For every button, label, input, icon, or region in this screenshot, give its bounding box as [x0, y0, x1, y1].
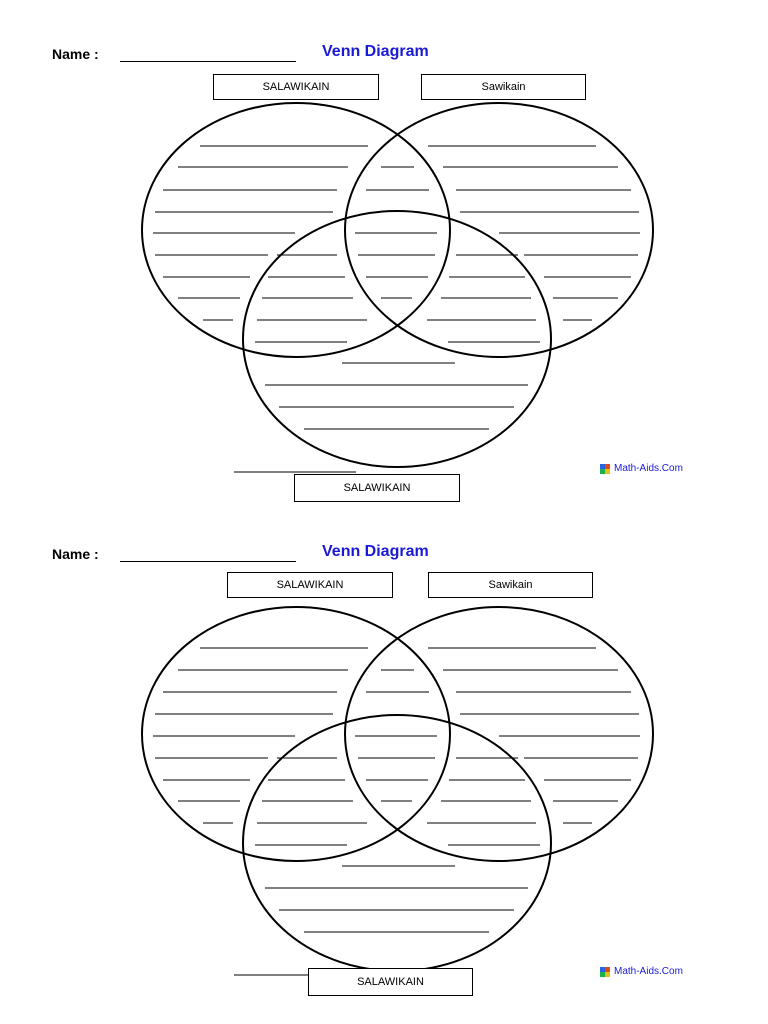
bottom-circle-label: SALAWIKAIN: [294, 474, 460, 502]
math-aids-credit: [600, 966, 683, 977]
left-circle-label: SALAWIKAIN: [227, 572, 393, 598]
math-aids-logo-icon: [600, 967, 610, 977]
bottom-circle-label: SALAWIKAIN: [308, 968, 473, 996]
left-circle: [142, 103, 450, 357]
worksheet-title: Venn Diagram: [322, 43, 429, 60]
worksheet-title: Venn Diagram: [322, 543, 429, 560]
right-circle: [345, 103, 653, 357]
name-label: Name :: [52, 546, 99, 562]
credit-text: Math-Aids.Com: [614, 463, 683, 474]
writing-lines: [153, 648, 640, 975]
left-circle-label: SALAWIKAIN: [213, 74, 379, 100]
worksheet-2: [0, 500, 768, 1012]
math-aids-logo-icon: [600, 464, 610, 474]
math-aids-credit: [600, 463, 683, 474]
bottom-circle: [243, 715, 551, 971]
credit-text: Math-Aids.Com: [614, 966, 683, 977]
right-circle-label: Sawikain: [421, 74, 586, 100]
right-circle-label: Sawikain: [428, 572, 593, 598]
writing-lines: [153, 146, 640, 472]
name-label: Name :: [52, 46, 99, 62]
